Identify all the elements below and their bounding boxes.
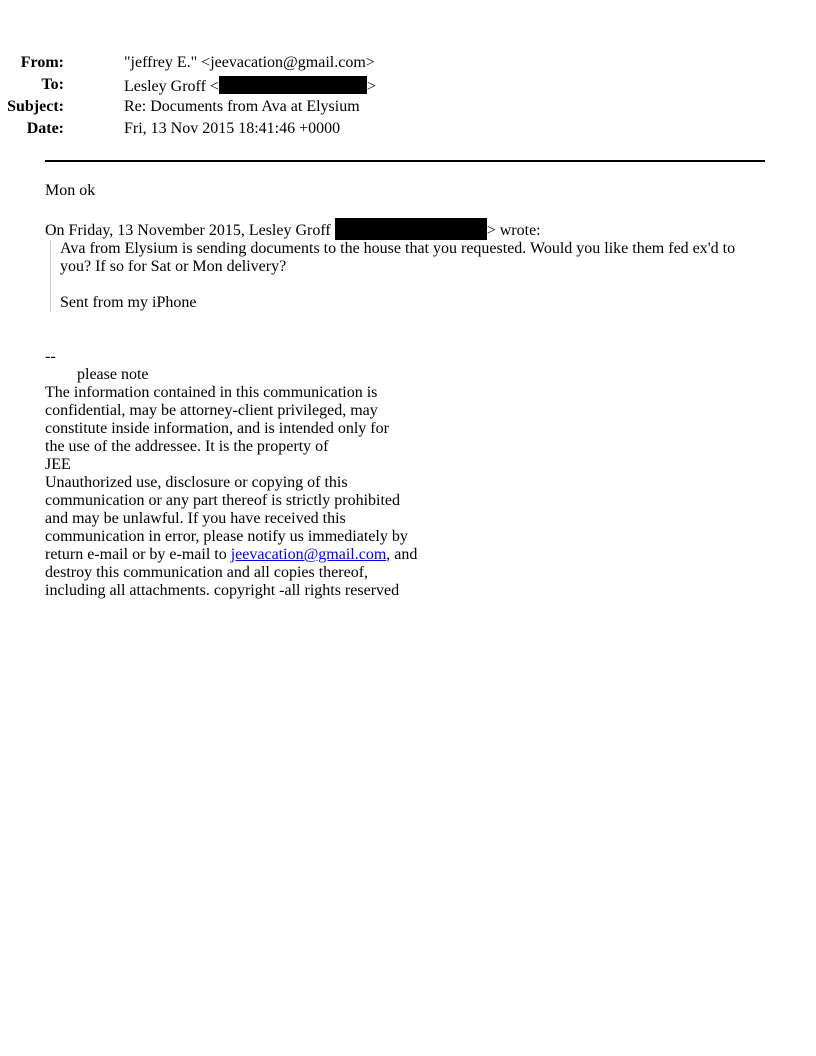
disclaimer-line: communication or any part thereof is strictly prohibited xyxy=(45,492,401,509)
disclaimer-line: destroy this communication and all copies thereof, xyxy=(45,564,369,581)
disclaimer-closing-lines xyxy=(45,564,765,600)
to-close: > xyxy=(366,78,376,95)
reply-text: Mon ok xyxy=(45,182,96,199)
email-link[interactable]: jeevacation@gmail.com xyxy=(230,546,387,563)
blockquote xyxy=(50,240,750,312)
disclaimer-line: Unauthorized use, disclosure or copying of this xyxy=(45,474,348,491)
quoted-reply xyxy=(45,218,765,312)
signature-dashes: -- xyxy=(45,348,56,365)
disclaimer-return-line xyxy=(45,546,765,564)
date-value: Fri, 13 Nov 2015 18:41:46 +0000 xyxy=(124,120,341,137)
header-divider xyxy=(45,160,765,162)
date-label: Date: xyxy=(26,120,64,137)
disclaimer-line: constitute inside information, and is intended only for xyxy=(45,420,389,437)
signature-block xyxy=(45,348,765,600)
disclaimer-line: the use of the addressee. It is the property of xyxy=(45,438,329,455)
quoted-signature: Sent from my iPhone xyxy=(60,294,197,311)
email-header-block xyxy=(0,54,760,142)
disclaimer-line: and may be unlawful. If you have received this xyxy=(45,510,346,527)
disclaimer-line: including all attachments. copyright -all rights reserved xyxy=(45,582,400,599)
reply-attribution xyxy=(45,218,765,240)
to-name: Lesley Groff < xyxy=(124,78,219,95)
quoted-text: Ava from Elysium is sending documents to the house that you requested. Would you like them fed ex'd to you? If so for Sat or Mon delivery? xyxy=(60,240,736,275)
from-value: "jeffrey E." <jeevacation@gmail.com> xyxy=(124,54,375,71)
disclaimer-lines xyxy=(45,384,765,546)
subject-label: Subject: xyxy=(7,98,64,115)
attribution-suffix: > wrote: xyxy=(486,222,541,239)
to-value xyxy=(124,76,376,96)
subject-value: Re: Documents from Ava at Elysium xyxy=(124,98,360,115)
to-row xyxy=(0,76,760,98)
disclaimer-line: JEE xyxy=(45,456,71,473)
redaction-box xyxy=(335,218,487,240)
from-label: From: xyxy=(20,54,64,71)
disclaimer-line: communication in error, please notify us immediately by xyxy=(45,528,408,545)
disclaimer-line: The information contained in this communication is xyxy=(45,384,378,401)
subject-row xyxy=(0,98,760,120)
disclaimer-line: confidential, may be attorney-client privileged, may xyxy=(45,402,378,419)
return-prefix: return e-mail or by e-mail to xyxy=(45,546,231,563)
return-suffix: , and xyxy=(386,546,418,563)
to-label: To: xyxy=(41,76,64,93)
date-row xyxy=(0,120,760,142)
attribution-prefix: On Friday, 13 November 2015, Lesley Groff xyxy=(45,222,335,239)
note-heading: please note xyxy=(77,366,149,383)
redaction-box xyxy=(219,76,367,94)
from-row xyxy=(0,54,760,76)
email-body xyxy=(45,182,765,600)
